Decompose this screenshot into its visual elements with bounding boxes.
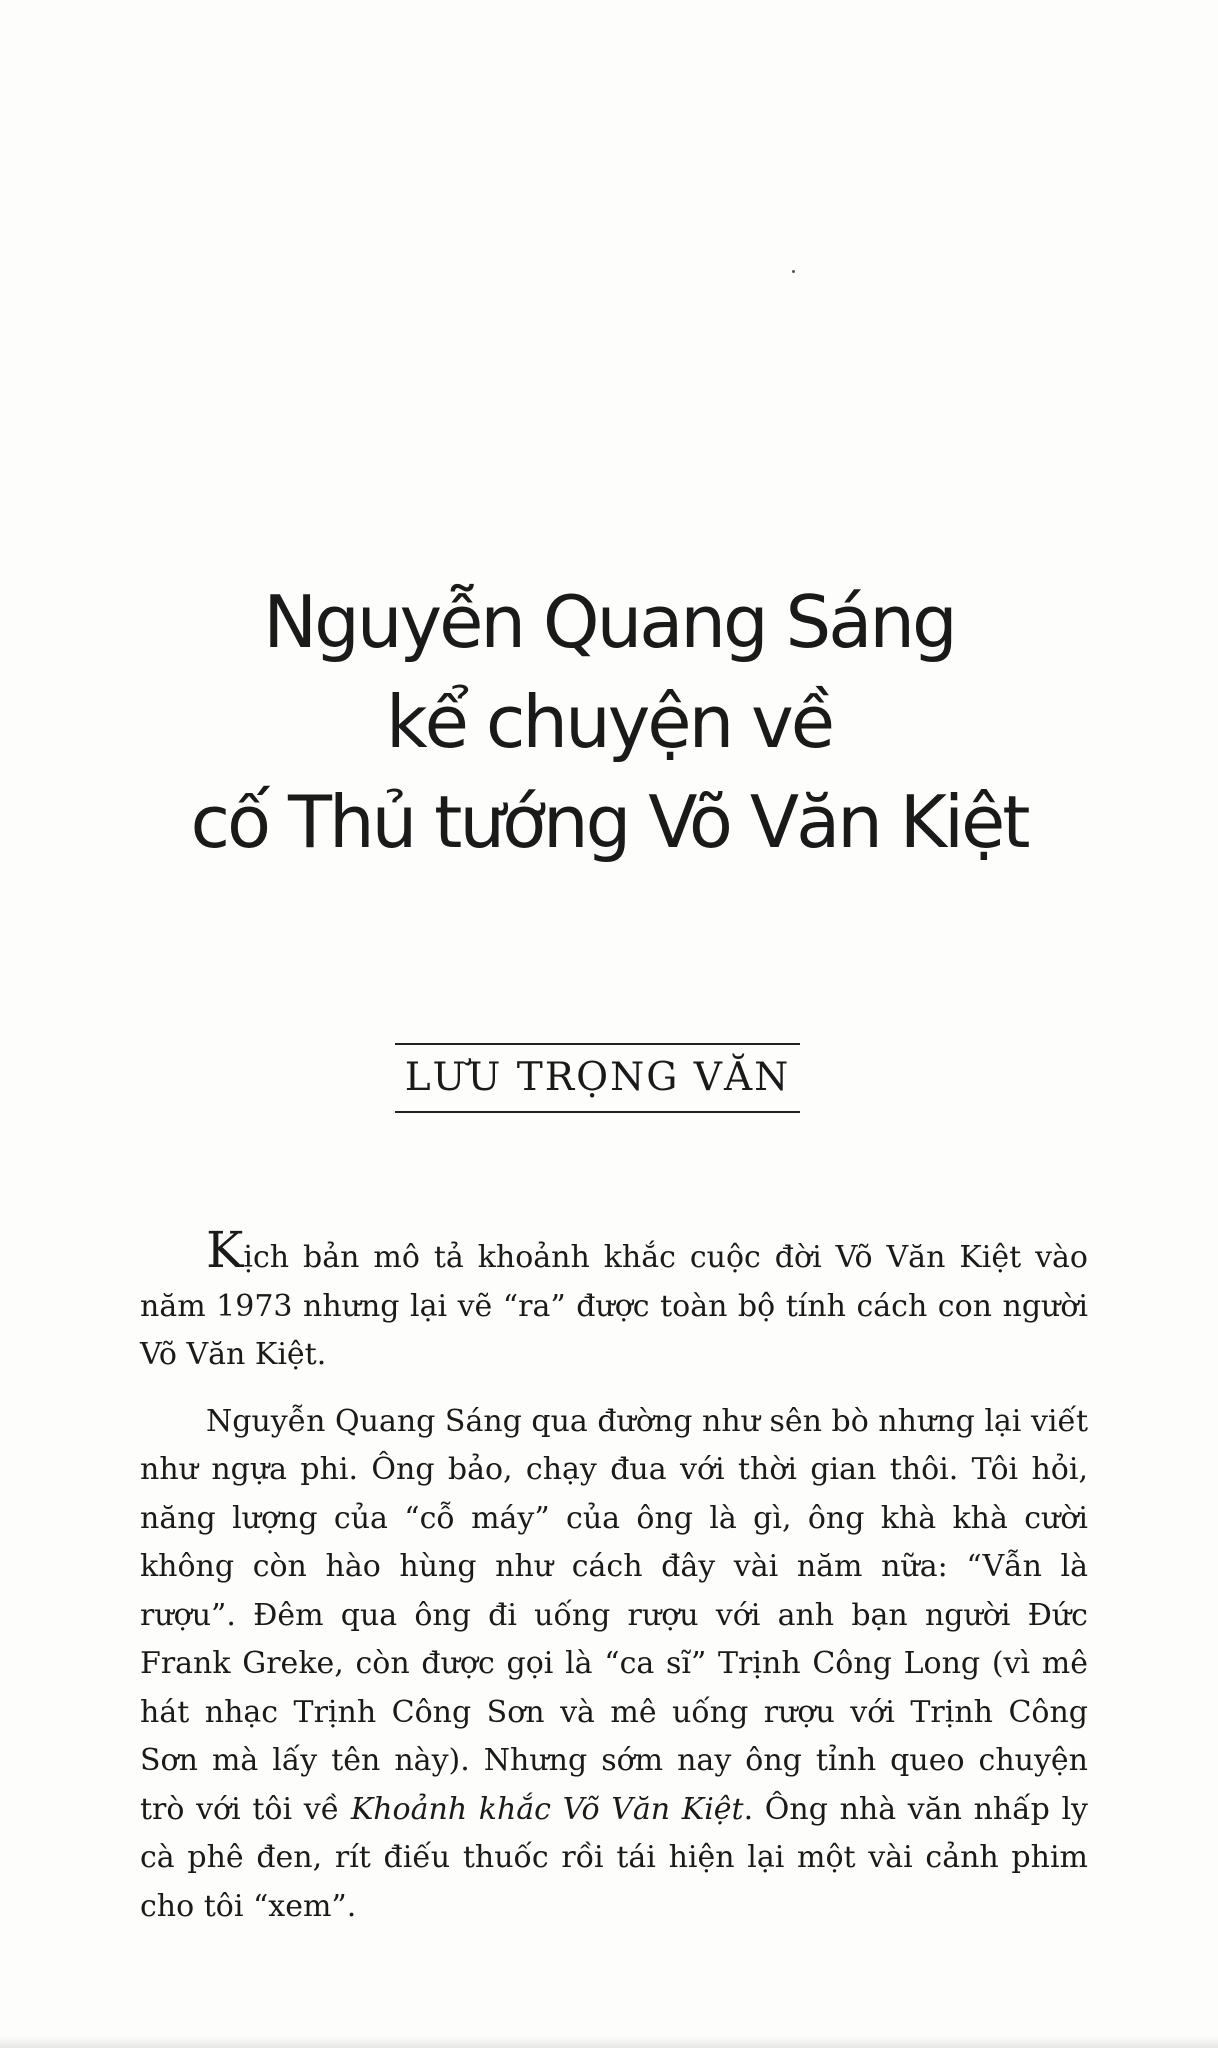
page-bottom-edge: [0, 2036, 1218, 2048]
title-line-1: Nguyễn Quang Sáng: [263, 580, 955, 664]
author-name: LƯU TRỌNG VĂN: [404, 1055, 791, 1100]
author-box: [395, 1043, 800, 1113]
paragraph-2: [140, 1398, 1088, 1932]
title-line-3: cố Thủ tướng Võ Văn Kiệt: [190, 780, 1028, 864]
drop-cap: K: [206, 1221, 244, 1279]
paragraph-2-text-end: . Ông nhà văn nhấp ly cà phê đen, rít điếu thuốc rồi tái hiện lại một vài cảnh phim cho tôi “xem”.: [140, 1791, 1088, 1924]
paragraph-1-text: ịch bản mô tả khoảnh khắc cuộc đời Võ Văn Kiệt vào năm 1973 nhưng lại vẽ “ra” được toàn bộ tính cách con người Võ Văn Kiệt.: [140, 1240, 1088, 1372]
paragraph-2-italic-title: Khoảnh khắc Võ Văn Kiệt: [350, 1791, 744, 1827]
body-text: [140, 1221, 1088, 1949]
paragraph-2-text-start: Nguyễn Quang Sáng qua đường như sên bò nhưng lại viết như ngựa phi. Ông bảo, chạy đua với thời gian thôi. Tôi hỏi, năng lượng của “cỗ máy” của ông là gì, ông khà khà cười không còn hào hùng như cách đây vài năm nữa: “Vẫn là rượu”. Đêm qua ông đi uống rượu với anh bạn người Đức Frank Greke, còn được gọi là “ca sĩ” Trịnh Công Long (vì mê hát nhạc Trịnh Công Sơn và mê uống rượu với Trịnh Công Sơn mà lấy tên này). Nhưng sớm nay ông tỉnh queo chuyện trò với tôi về: [140, 1403, 1088, 1827]
title-line-2: kể chuyện về: [385, 680, 833, 764]
page-speck: [792, 270, 795, 273]
chapter-title: [0, 572, 1218, 872]
paragraph-1: [140, 1221, 1088, 1380]
